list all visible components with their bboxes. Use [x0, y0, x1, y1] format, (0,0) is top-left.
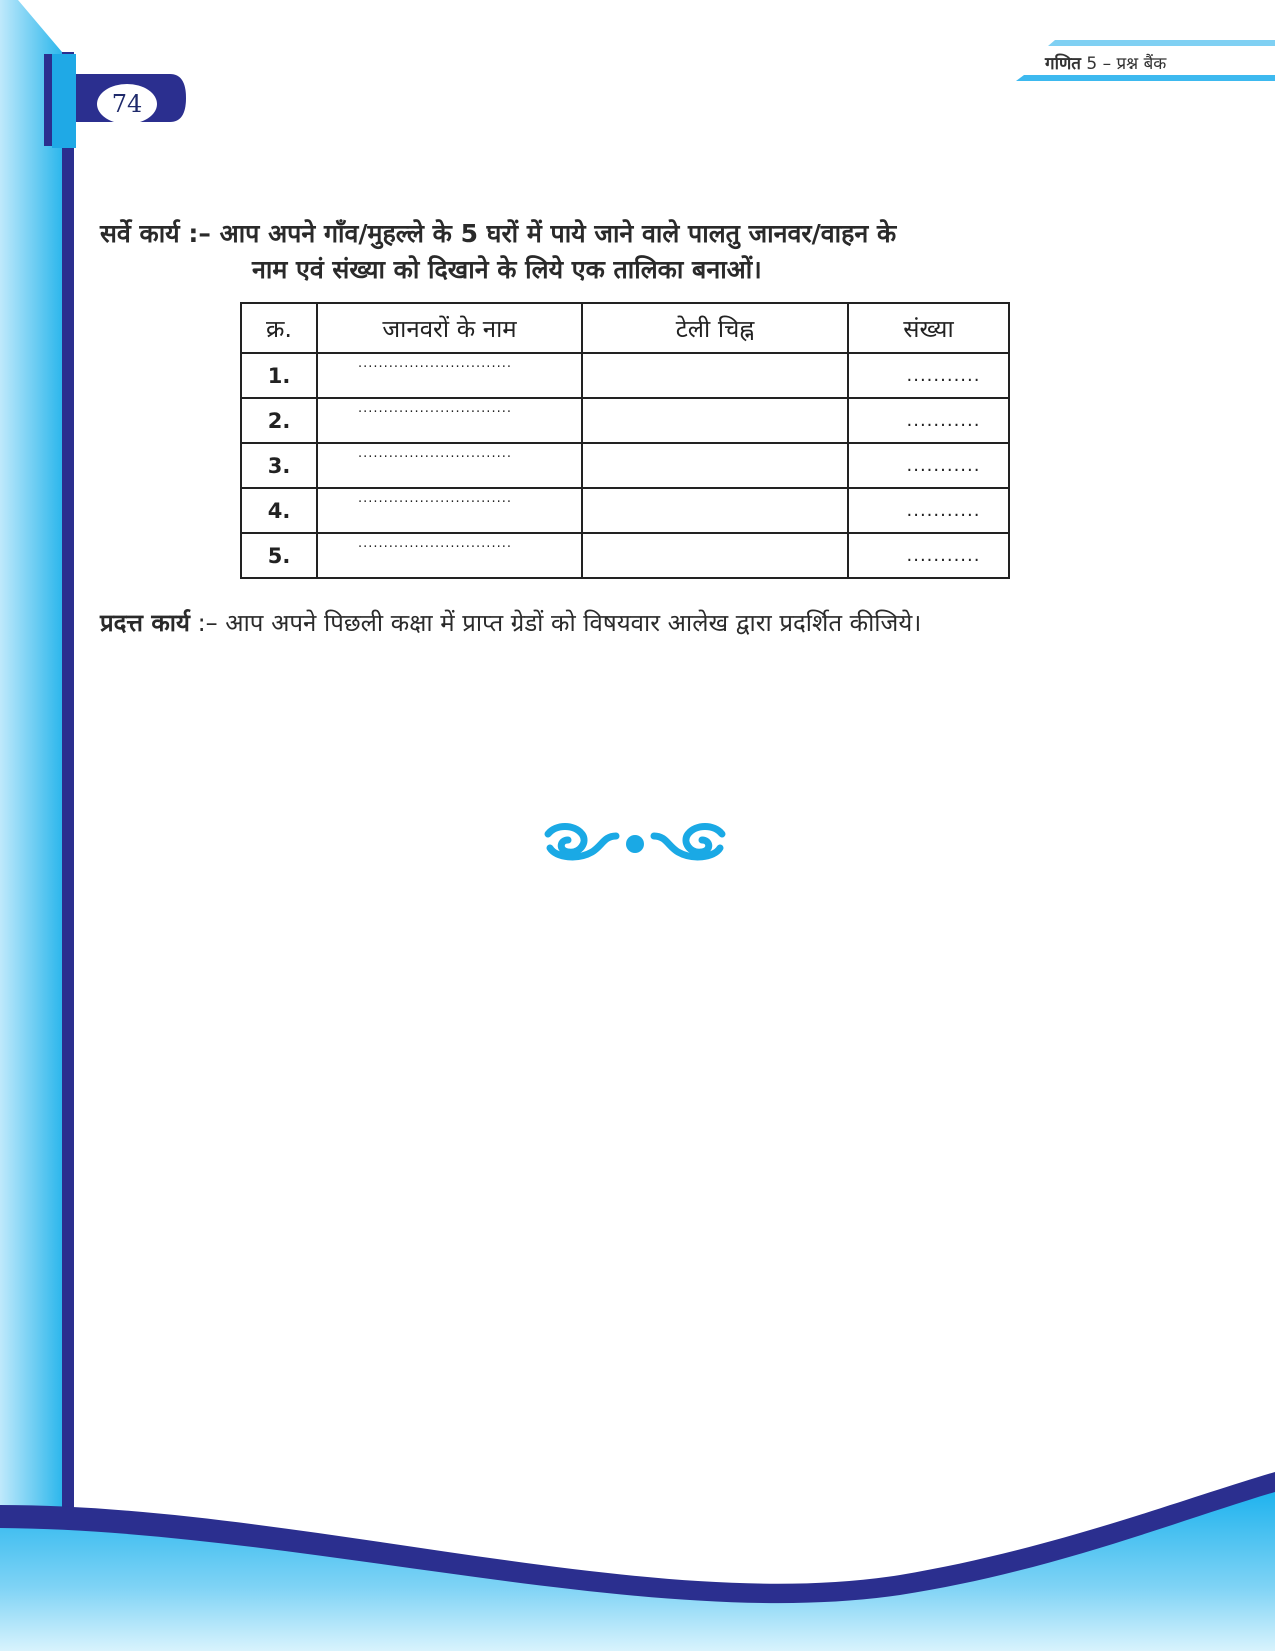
table-row: [241, 488, 1009, 533]
name-dotted-line: ..............................: [358, 401, 512, 416]
book-title-rest: 5 – प्रश्न बैंक: [1086, 54, 1167, 74]
row-name-blank: [317, 488, 582, 533]
survey-label: सर्वे कार्य :–: [100, 219, 211, 248]
tally-table: [240, 302, 1010, 579]
header-tally-mark: टेली चिह्न: [582, 303, 848, 353]
book-title-subject: गणित: [1045, 54, 1081, 74]
header-animal-name: जानवरों के नाम: [317, 303, 582, 353]
row-serial: 4.: [241, 488, 317, 533]
row-count-blank: ...........: [848, 353, 1009, 398]
row-name-blank: [317, 398, 582, 443]
book-title: [1045, 51, 1166, 74]
row-tally-cell: [582, 353, 848, 398]
survey-line-2: नाम एवं संख्या को दिखाने के लिये एक तालिका बनाओं।: [252, 255, 762, 284]
table-row: [241, 443, 1009, 488]
row-count-blank: ...........: [848, 443, 1009, 488]
row-serial: 1.: [241, 353, 317, 398]
table-row: [241, 533, 1009, 578]
name-dotted-line: ..............................: [358, 491, 512, 506]
header-serial: क्र.: [241, 303, 317, 353]
row-tally-cell: [582, 533, 848, 578]
row-serial: 5.: [241, 533, 317, 578]
name-dotted-line: ..............................: [358, 356, 512, 371]
row-serial: 2.: [241, 398, 317, 443]
table-row: [241, 353, 1009, 398]
row-tally-cell: [582, 488, 848, 533]
table-row: [241, 398, 1009, 443]
row-count-blank: ...........: [848, 488, 1009, 533]
row-tally-cell: [582, 398, 848, 443]
row-tally-cell: [582, 443, 848, 488]
row-name-blank: [317, 533, 582, 578]
name-dotted-line: ..............................: [358, 536, 512, 551]
row-count-blank: ...........: [848, 533, 1009, 578]
header-count: संख्या: [848, 303, 1009, 353]
row-name-blank: [317, 353, 582, 398]
row-serial: 3.: [241, 443, 317, 488]
page-number: 74: [97, 84, 157, 124]
survey-task: [100, 216, 1180, 288]
assigned-text: :– आप अपने पिछली कक्षा में प्राप्त ग्रेडों को विषयवार आलेख द्वारा प्रदर्शित कीजिये।: [197, 609, 922, 637]
table-header-row: [241, 303, 1009, 353]
survey-line-1: आप अपने गाँव/मुहल्ले के 5 घरों में पाये जाने वाले पालतु जानवर/वाहन के: [219, 219, 897, 248]
row-count-blank: ...........: [848, 398, 1009, 443]
row-name-blank: [317, 443, 582, 488]
assigned-task: [100, 606, 1200, 639]
assigned-label: प्रदत्त कार्य: [100, 609, 190, 637]
decorative-flourish-icon: [540, 820, 730, 864]
name-dotted-line: ..............................: [358, 446, 512, 461]
